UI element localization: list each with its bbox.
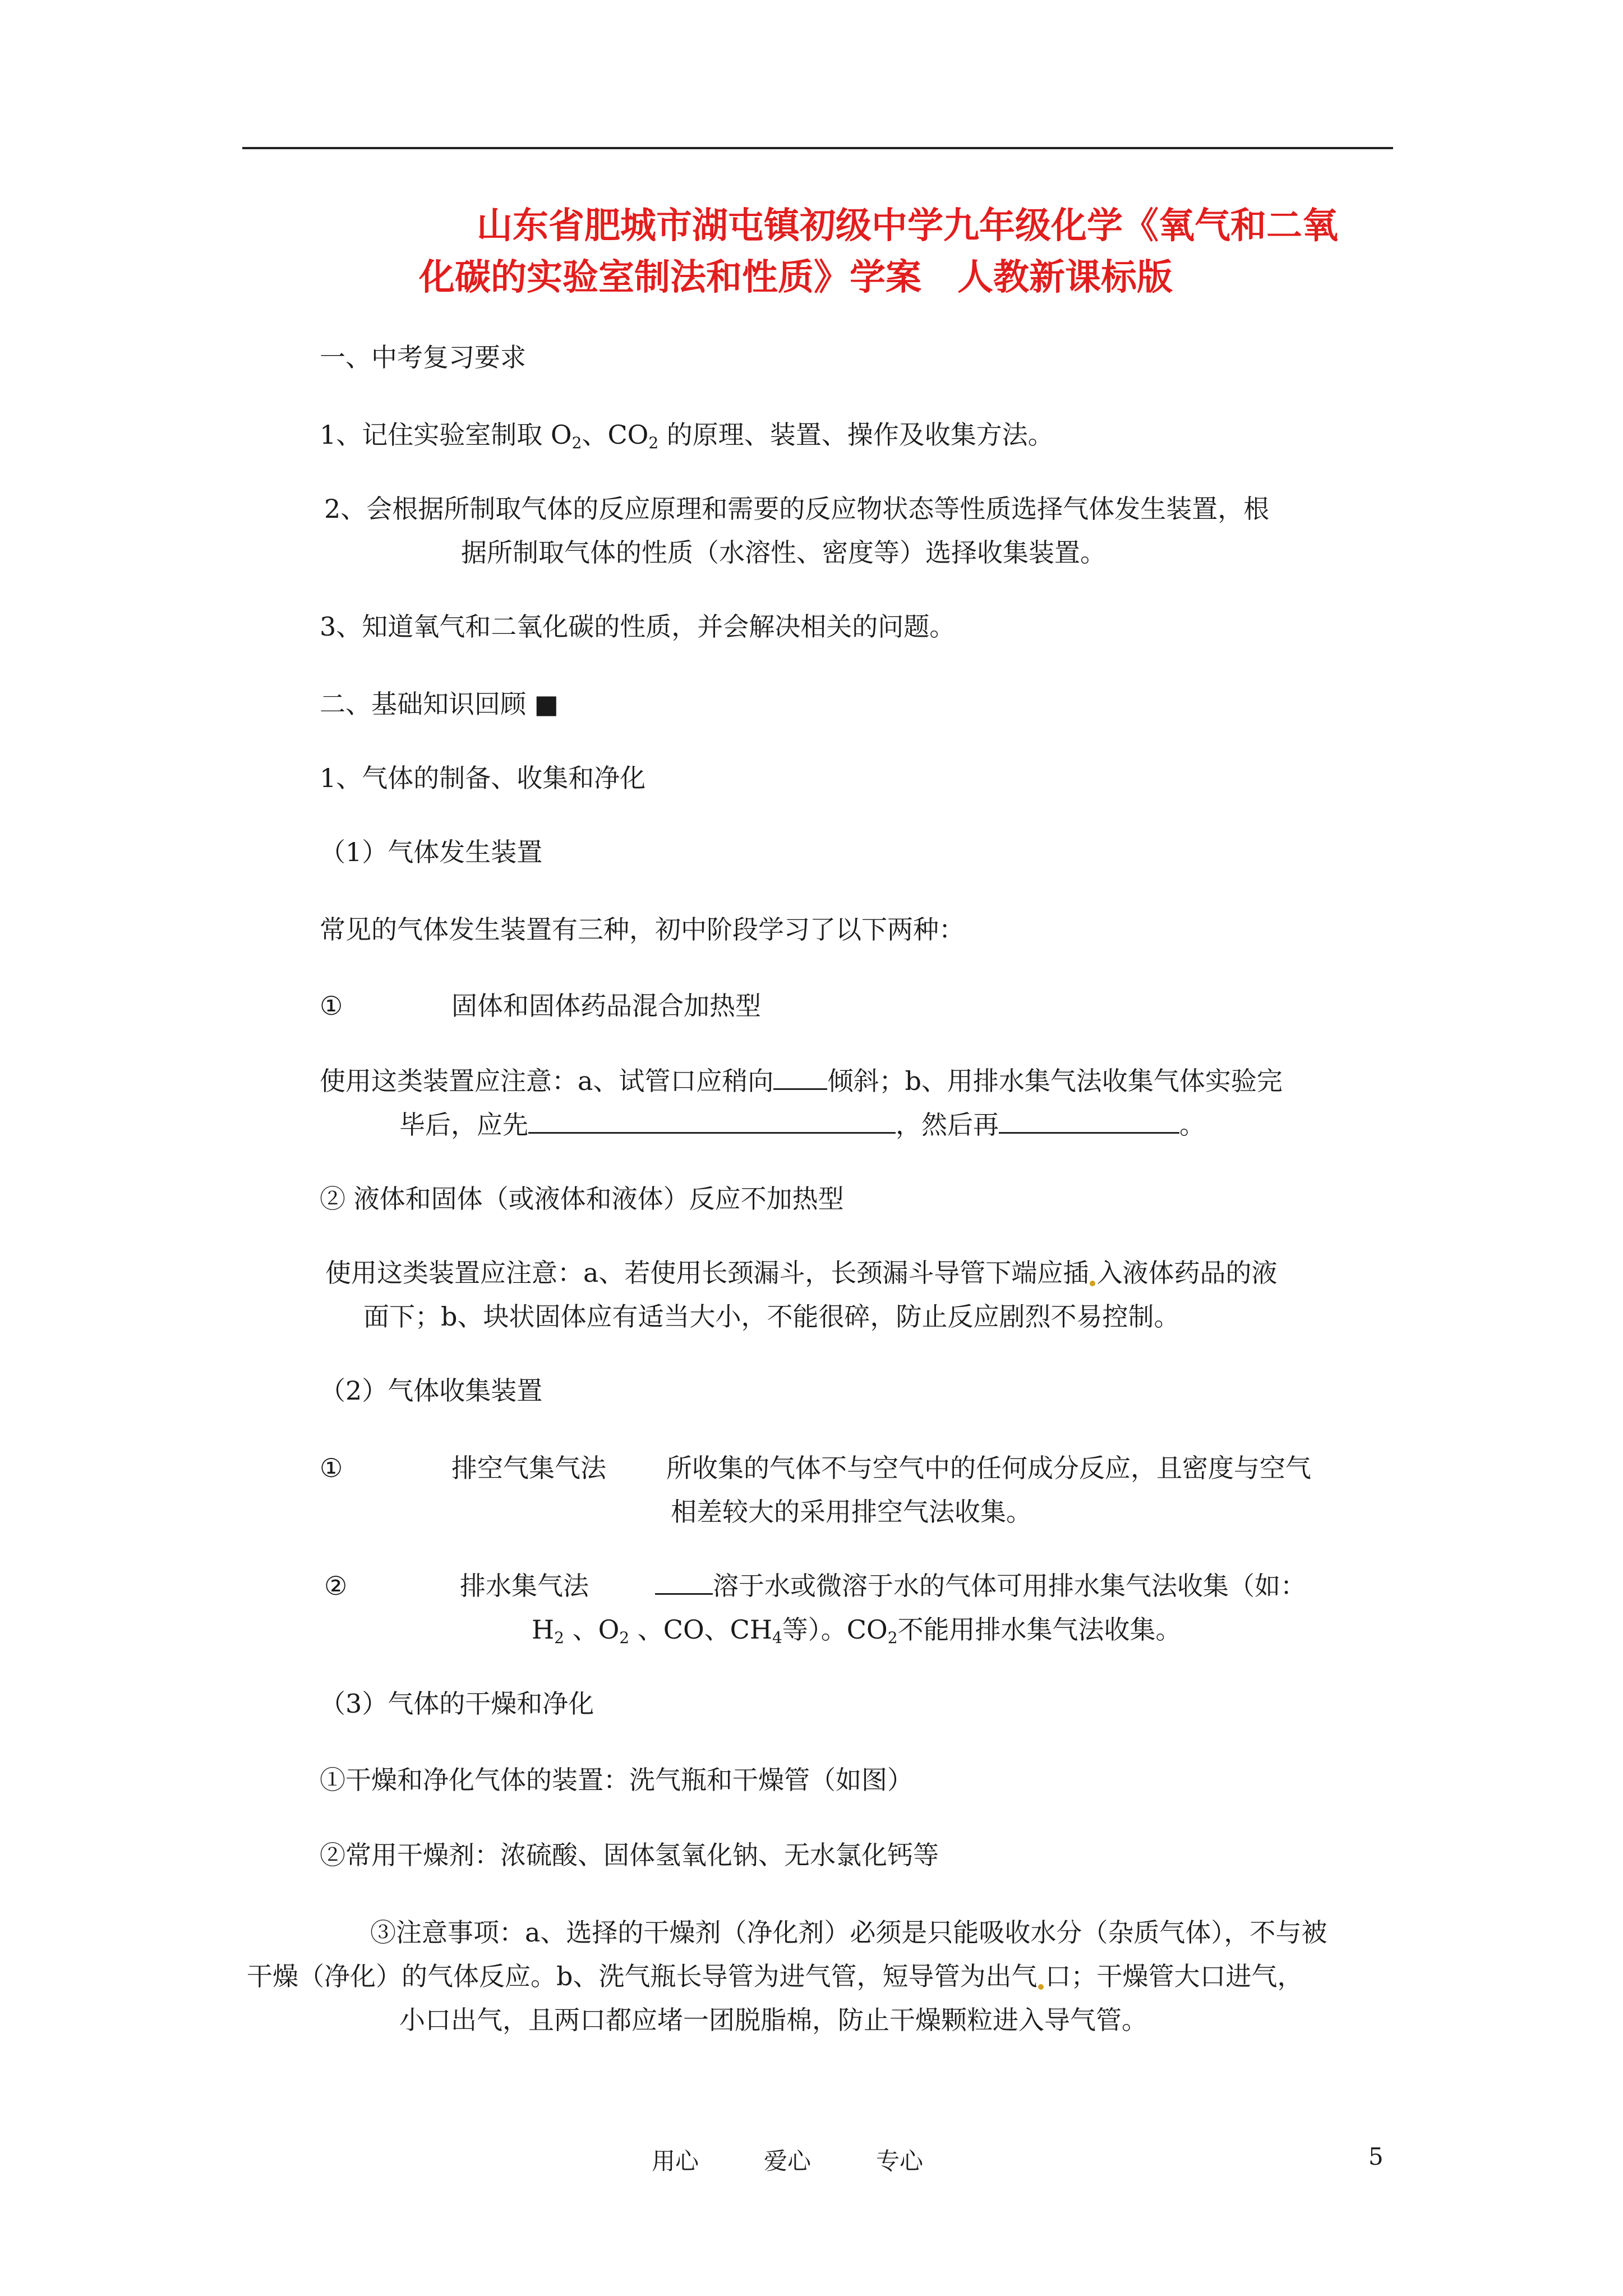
collector-item-1-number: ① bbox=[320, 1453, 343, 1483]
footer-word-3: 专心 bbox=[876, 2147, 924, 2175]
fill-blank[interactable] bbox=[773, 1066, 827, 1090]
drying-point-3-line1: ③注意事项：a、选择的干燥剂（净化剂）必须是只能吸收水分（杂质气体），不与被 bbox=[370, 1917, 1327, 1948]
collector-item-1-desc-b: 相差较大的采用排空气法收集。 bbox=[671, 1497, 1032, 1527]
fill-blank[interactable] bbox=[999, 1110, 1179, 1134]
footer-word-2: 爱心 bbox=[764, 2147, 811, 2175]
generator-note-1-line2: 毕后，应先 ，然后再 。 bbox=[399, 1110, 1205, 1140]
square-marker-icon: ■ bbox=[534, 689, 559, 719]
collector-item-2-desc-b: $H_2$ 、$O_2$ 、CO、$CH_4$等）。$CO_2$不能用排水集气法收集。 bbox=[532, 1614, 1182, 1647]
collector-item-2-number: ② bbox=[324, 1571, 348, 1601]
drying-point-3-line3: 小口出气，且两口都应堵一团脱脂棉，防止干燥颗粒进入导气管。 bbox=[399, 2005, 1147, 2035]
page-number: 5 bbox=[1368, 2143, 1384, 2170]
mark-dot-icon bbox=[1090, 1281, 1095, 1286]
doc-title-line2: 化碳的实验室制法和性质》学案 人教新课标版 bbox=[419, 256, 1173, 298]
fill-blank[interactable] bbox=[655, 1571, 713, 1595]
subsection-heading-3: （3）气体的干燥和净化 bbox=[320, 1688, 594, 1719]
generator-item-1-number: ① bbox=[320, 991, 343, 1021]
generator-note-2-line2: 面下；b、块状固体应有适当大小，不能很碎，防止反应剧烈不易控制。 bbox=[363, 1301, 1180, 1332]
requirement-3: 3、知道氧气和二氧化碳的性质，并会解决相关的问题。 bbox=[320, 611, 956, 642]
collector-item-2-label: 排水集气法 bbox=[460, 1571, 589, 1601]
drying-point-1: ①干燥和净化气体的装置：洗气瓶和干燥管（如图） bbox=[320, 1765, 913, 1795]
drying-point-3-line2: 干燥（净化）的气体反应。b、洗气瓶长导管为进气管，短导管为出气 口；干燥管大口进气， bbox=[247, 1961, 1303, 1991]
generator-intro: 常见的气体发生装置有三种，初中阶段学习了以下两种： bbox=[320, 914, 965, 945]
subsection-heading-1: （1）气体发生装置 bbox=[320, 837, 543, 867]
doc-title-line1: 山东省肥城市湖屯镇初级中学九年级化学《氧气和二氧 bbox=[477, 205, 1338, 247]
mark-dot-icon bbox=[1038, 1984, 1044, 1990]
requirement-2-line1: 2、会根据所制取气体的反应原理和需要的反应物状态等性质选择气体发生装置，根 bbox=[324, 494, 1270, 524]
requirement-1: 1、记住实验室制取 $O_2$、$CO_2$ 的原理、装置、操作及收集方法。 bbox=[320, 420, 1054, 452]
section-heading-1: 一、中考复习要求 bbox=[320, 342, 526, 372]
collector-item-1-desc-a: 所收集的气体不与空气中的任何成分反应，且密度与空气 bbox=[666, 1453, 1311, 1483]
collector-item-1-label: 排空气集气法 bbox=[451, 1453, 606, 1483]
generator-note-1-line1: 使用这类装置应注意：a、试管口应稍向 倾斜；b、用排水集气法收集气体实验完 bbox=[320, 1066, 1283, 1096]
fill-blank[interactable] bbox=[528, 1110, 896, 1134]
subsection-heading-2: （2）气体收集装置 bbox=[320, 1375, 543, 1406]
collector-item-2-desc-a: 溶于水或微溶于水的气体可用排水集气法收集（如： bbox=[655, 1571, 1306, 1602]
generator-item-1-label: 固体和固体药品混合加热型 bbox=[451, 991, 761, 1021]
footer-word-1: 用心 bbox=[652, 2147, 699, 2175]
section-heading-2: 二、基础知识回顾 ■ bbox=[320, 689, 559, 719]
generator-item-2: ② 液体和固体（或液体和液体）反应不加热型 bbox=[320, 1184, 844, 1214]
drying-point-2: ②常用干燥剂：浓硫酸、固体氢氧化钠、无水氯化钙等 bbox=[320, 1840, 939, 1870]
generator-note-2-line1: 使用这类装置应注意：a、若使用长颈漏斗，长颈漏斗导管下端应插 入液体药品的液 bbox=[325, 1258, 1278, 1288]
requirement-2-line2: 据所制取气体的性质（水溶性、密度等）选择收集装置。 bbox=[461, 537, 1106, 568]
topic-1: 1、气体的制备、收集和净化 bbox=[320, 763, 646, 793]
header-rule bbox=[242, 147, 1393, 149]
